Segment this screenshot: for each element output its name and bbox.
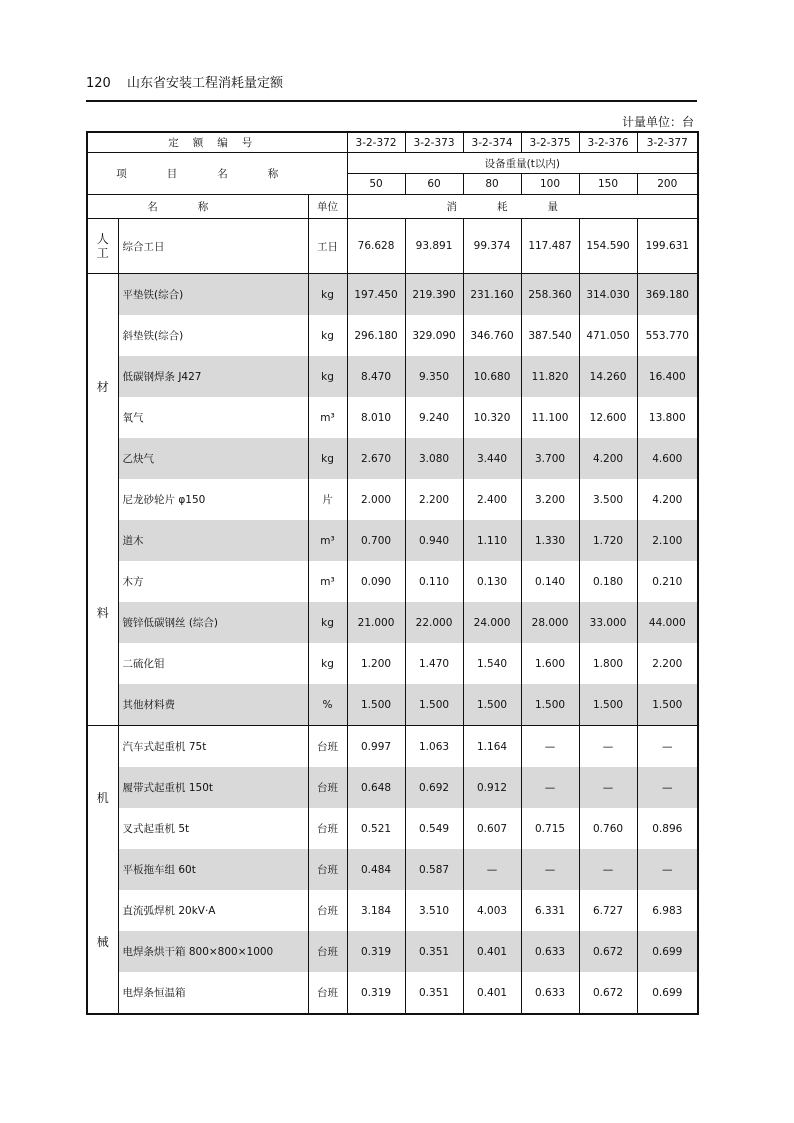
value-cell: —	[521, 726, 579, 768]
value-cell: 16.400	[637, 356, 698, 397]
value-cell: 117.487	[521, 219, 579, 274]
value-cell: 1.470	[405, 643, 463, 684]
item-name: 木方	[118, 561, 308, 602]
category-char: 工	[96, 246, 109, 260]
code-cell: 3-2-375	[521, 132, 579, 153]
value-cell: —	[579, 767, 637, 808]
value-cell: 44.000	[637, 602, 698, 643]
value-cell: 1.540	[463, 643, 521, 684]
value-cell: 1.500	[521, 684, 579, 726]
materials-row	[87, 684, 698, 726]
value-cell: 2.100	[637, 520, 698, 561]
value-cell: 0.715	[521, 808, 579, 849]
machinery-row	[87, 849, 698, 890]
value-cell: 3.200	[521, 479, 579, 520]
weight-cell: 150	[579, 174, 637, 195]
code-cell: 3-2-374	[463, 132, 521, 153]
value-cell: 0.319	[347, 972, 405, 1014]
materials-row	[87, 315, 698, 356]
item-unit: 工日	[308, 219, 347, 274]
value-cell: 1.600	[521, 643, 579, 684]
category-char: 械	[96, 934, 109, 949]
materials-row	[87, 397, 698, 438]
item-unit: 台班	[308, 931, 347, 972]
labor-row	[87, 219, 698, 274]
item-name: 汽车式起重机 75t	[118, 726, 308, 768]
value-cell: 1.164	[463, 726, 521, 768]
item-name: 斜垫铁(综合)	[118, 315, 308, 356]
value-cell: 28.000	[521, 602, 579, 643]
value-cell: —	[521, 767, 579, 808]
value-cell: 0.896	[637, 808, 698, 849]
item-unit: 台班	[308, 767, 347, 808]
machinery-row	[87, 931, 698, 972]
code-cell: 3-2-372	[347, 132, 405, 153]
value-cell: 14.260	[579, 356, 637, 397]
materials-row	[87, 520, 698, 561]
value-cell: 197.450	[347, 274, 405, 316]
materials-row	[87, 356, 698, 397]
header-rule	[86, 100, 697, 102]
value-cell: —	[637, 849, 698, 890]
item-unit: kg	[308, 602, 347, 643]
item-name: 综合工日	[118, 219, 308, 274]
value-cell: 22.000	[405, 602, 463, 643]
value-cell: 12.600	[579, 397, 637, 438]
item-unit: %	[308, 684, 347, 726]
value-cell: 0.484	[347, 849, 405, 890]
page-header	[86, 72, 283, 91]
materials-row	[87, 602, 698, 643]
item-unit: 片	[308, 479, 347, 520]
value-cell: 296.180	[347, 315, 405, 356]
materials-row	[87, 438, 698, 479]
item-unit: 台班	[308, 972, 347, 1014]
item-unit: m³	[308, 397, 347, 438]
value-cell: 0.587	[405, 849, 463, 890]
item-name: 平板拖车组 60t	[118, 849, 308, 890]
value-cell: 2.000	[347, 479, 405, 520]
value-cell: 1.500	[463, 684, 521, 726]
value-cell: 1.500	[405, 684, 463, 726]
value-cell: 0.672	[579, 972, 637, 1014]
value-cell: 0.319	[347, 931, 405, 972]
item-unit: 台班	[308, 849, 347, 890]
code-label: 定额编号	[87, 132, 347, 153]
value-cell: 11.100	[521, 397, 579, 438]
value-cell: —	[579, 849, 637, 890]
value-cell: 219.390	[405, 274, 463, 316]
item-name: 履带式起重机 150t	[118, 767, 308, 808]
value-cell: 0.760	[579, 808, 637, 849]
value-cell: 0.401	[463, 931, 521, 972]
category-char: 人	[96, 232, 109, 246]
item-unit: kg	[308, 274, 347, 316]
item-name: 乙炔气	[118, 438, 308, 479]
code-cell: 3-2-376	[579, 132, 637, 153]
value-cell: 1.500	[347, 684, 405, 726]
value-cell: 1.200	[347, 643, 405, 684]
value-cell: 0.699	[637, 931, 698, 972]
value-cell: 3.184	[347, 890, 405, 931]
value-cell: 154.590	[579, 219, 637, 274]
value-cell: 8.470	[347, 356, 405, 397]
value-cell: 0.912	[463, 767, 521, 808]
item-unit: kg	[308, 438, 347, 479]
value-cell: 0.401	[463, 972, 521, 1014]
machinery-row	[87, 808, 698, 849]
value-cell: 387.540	[521, 315, 579, 356]
value-cell: 0.607	[463, 808, 521, 849]
value-cell: 0.351	[405, 972, 463, 1014]
category-char: 机	[96, 791, 109, 806]
weight-cell: 80	[463, 174, 521, 195]
value-cell: 0.633	[521, 931, 579, 972]
code-cell: 3-2-377	[637, 132, 698, 153]
materials-row	[87, 274, 698, 316]
col-unit-header: 单位	[308, 195, 347, 219]
value-cell: 4.003	[463, 890, 521, 931]
machinery-category	[87, 726, 118, 1015]
value-cell: 10.680	[463, 356, 521, 397]
machinery-row	[87, 972, 698, 1014]
value-cell: 2.200	[637, 643, 698, 684]
materials-row	[87, 479, 698, 520]
item-name: 镀锌低碳钢丝 (综合)	[118, 602, 308, 643]
value-cell: 0.130	[463, 561, 521, 602]
page-number: 120	[86, 76, 111, 91]
value-cell: 471.050	[579, 315, 637, 356]
item-unit: 台班	[308, 808, 347, 849]
unit-note: 计量单位：台	[621, 115, 694, 129]
value-cell: 13.800	[637, 397, 698, 438]
value-cell: 33.000	[579, 602, 637, 643]
value-cell: 1.500	[579, 684, 637, 726]
value-cell: 1.330	[521, 520, 579, 561]
labor-category	[87, 219, 118, 274]
item-unit: 台班	[308, 726, 347, 768]
value-cell: 2.670	[347, 438, 405, 479]
value-cell: 99.374	[463, 219, 521, 274]
value-cell: —	[521, 849, 579, 890]
value-cell: 199.631	[637, 219, 698, 274]
item-name: 其他材料费	[118, 684, 308, 726]
value-cell: 3.440	[463, 438, 521, 479]
item-name: 低碳钢焊条 J427	[118, 356, 308, 397]
value-cell: 1.800	[579, 643, 637, 684]
value-cell: 24.000	[463, 602, 521, 643]
materials-category	[87, 274, 118, 726]
item-name: 尼龙砂轮片 φ150	[118, 479, 308, 520]
item-name: 电焊条恒温箱	[118, 972, 308, 1014]
value-cell: 346.760	[463, 315, 521, 356]
value-cell: 6.983	[637, 890, 698, 931]
weight-cell: 50	[347, 174, 405, 195]
item-unit: m³	[308, 561, 347, 602]
value-cell: 3.700	[521, 438, 579, 479]
item-unit: kg	[308, 643, 347, 684]
value-cell: 329.090	[405, 315, 463, 356]
value-cell: 369.180	[637, 274, 698, 316]
machinery-row	[87, 890, 698, 931]
value-cell: 0.090	[347, 561, 405, 602]
materials-row	[87, 643, 698, 684]
value-cell: 0.699	[637, 972, 698, 1014]
item-name: 直流弧焊机 20kV·A	[118, 890, 308, 931]
value-cell: —	[637, 767, 698, 808]
value-cell: 4.600	[637, 438, 698, 479]
value-cell: 0.180	[579, 561, 637, 602]
col-consumption-header: 消耗量	[347, 195, 698, 219]
col-name-header: 名称	[87, 195, 308, 219]
book-title: 山东省安装工程消耗量定额	[126, 76, 283, 91]
item-name: 平垫铁(综合)	[118, 274, 308, 316]
value-cell: 4.200	[637, 479, 698, 520]
value-cell: 76.628	[347, 219, 405, 274]
value-cell: 2.400	[463, 479, 521, 520]
value-cell: —	[579, 726, 637, 768]
code-row	[87, 132, 698, 153]
value-cell: 93.891	[405, 219, 463, 274]
value-cell: 0.700	[347, 520, 405, 561]
value-cell: 6.727	[579, 890, 637, 931]
value-cell: 1.110	[463, 520, 521, 561]
weight-cell: 60	[405, 174, 463, 195]
value-cell: 314.030	[579, 274, 637, 316]
quota-table	[86, 131, 699, 1015]
weight-group-label: 设备重量(t以内)	[347, 153, 698, 174]
value-cell: 9.350	[405, 356, 463, 397]
machinery-row	[87, 726, 698, 768]
item-name: 道木	[118, 520, 308, 561]
value-cell: 0.692	[405, 767, 463, 808]
value-cell: 231.160	[463, 274, 521, 316]
value-cell: 3.080	[405, 438, 463, 479]
item-name-row	[87, 153, 698, 174]
value-cell: 0.997	[347, 726, 405, 768]
materials-row	[87, 561, 698, 602]
value-cell: —	[637, 726, 698, 768]
weight-cell: 100	[521, 174, 579, 195]
weight-cell: 200	[637, 174, 698, 195]
value-cell: 3.500	[579, 479, 637, 520]
value-cell: 10.320	[463, 397, 521, 438]
item-name: 叉式起重机 5t	[118, 808, 308, 849]
code-cell: 3-2-373	[405, 132, 463, 153]
item-unit: kg	[308, 315, 347, 356]
value-cell: 6.331	[521, 890, 579, 931]
category-char: 材	[96, 380, 109, 395]
item-name: 电焊条烘干箱 800×800×1000	[118, 931, 308, 972]
value-cell: 9.240	[405, 397, 463, 438]
column-header-row	[87, 195, 698, 219]
value-cell: 258.360	[521, 274, 579, 316]
value-cell: 3.510	[405, 890, 463, 931]
value-cell: 4.200	[579, 438, 637, 479]
value-cell: 1.500	[637, 684, 698, 726]
machinery-row	[87, 767, 698, 808]
value-cell: 0.140	[521, 561, 579, 602]
value-cell: 0.210	[637, 561, 698, 602]
value-cell: 0.940	[405, 520, 463, 561]
value-cell: 1.063	[405, 726, 463, 768]
value-cell: 11.820	[521, 356, 579, 397]
item-name: 氧气	[118, 397, 308, 438]
value-cell: 8.010	[347, 397, 405, 438]
value-cell: 0.549	[405, 808, 463, 849]
value-cell: 0.672	[579, 931, 637, 972]
item-name-label: 项目名称	[87, 153, 347, 195]
value-cell: 0.351	[405, 931, 463, 972]
value-cell: 0.110	[405, 561, 463, 602]
value-cell: 0.648	[347, 767, 405, 808]
item-name: 二硫化钼	[118, 643, 308, 684]
item-unit: 台班	[308, 890, 347, 931]
value-cell: —	[463, 849, 521, 890]
value-cell: 0.521	[347, 808, 405, 849]
value-cell: 1.720	[579, 520, 637, 561]
value-cell: 553.770	[637, 315, 698, 356]
item-unit: m³	[308, 520, 347, 561]
category-char: 料	[96, 605, 109, 620]
value-cell: 2.200	[405, 479, 463, 520]
value-cell: 0.633	[521, 972, 579, 1014]
item-unit: kg	[308, 356, 347, 397]
value-cell: 21.000	[347, 602, 405, 643]
